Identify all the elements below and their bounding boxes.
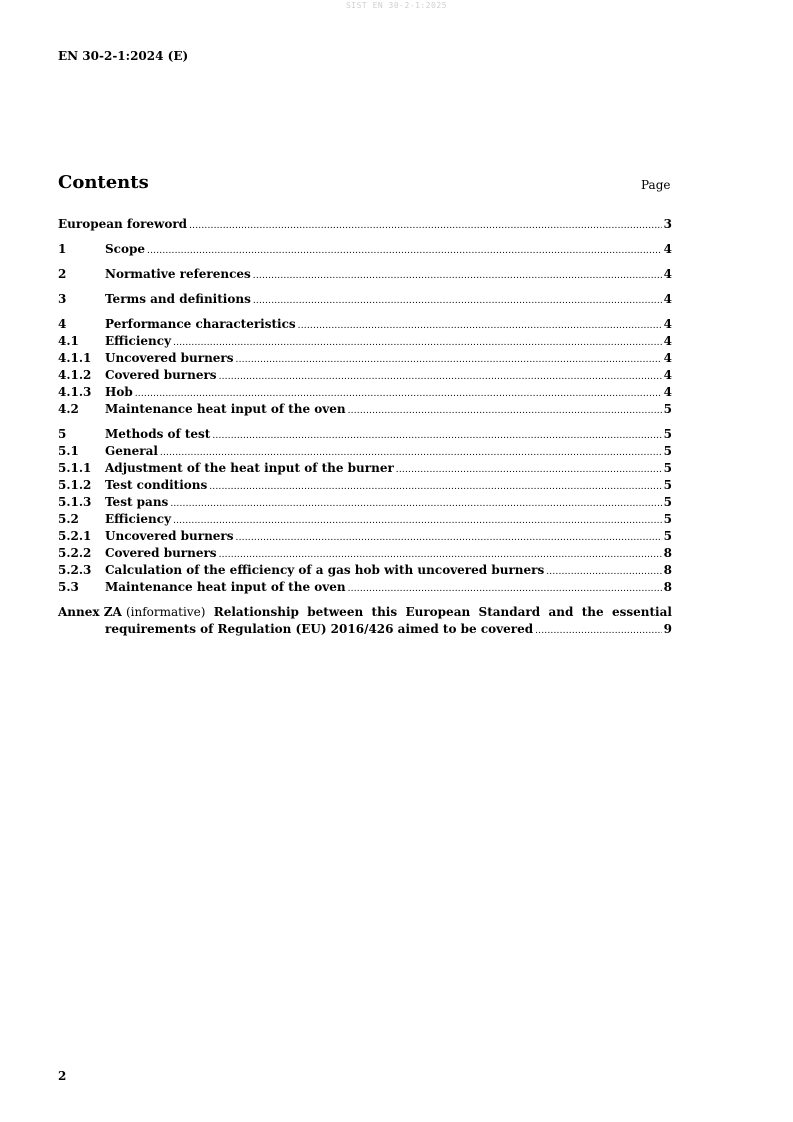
annex-heading bbox=[58, 604, 205, 621]
toc-entry-page: 5 bbox=[663, 461, 672, 475]
toc-entry-number: 4.1 bbox=[58, 334, 79, 348]
toc-entry-number: 5.2 bbox=[58, 512, 79, 526]
toc-entry[interactable] bbox=[58, 562, 672, 579]
watermark: SIST EN 30-2-1:2025 bbox=[345, 1, 447, 10]
dot-leader bbox=[535, 623, 662, 640]
dot-leader bbox=[147, 243, 662, 260]
toc-entry-title: Scope bbox=[105, 242, 146, 256]
toc-entry-page: 4 bbox=[663, 368, 672, 382]
toc-entry-title: Performance characteristics bbox=[105, 317, 296, 331]
toc-entry[interactable] bbox=[58, 460, 672, 477]
annex-page: 9 bbox=[663, 622, 672, 636]
table-of-contents bbox=[58, 216, 672, 640]
toc-entry-number: 5.1 bbox=[58, 444, 79, 458]
toc-entry-number: 5.3 bbox=[58, 580, 79, 594]
toc-entry-page: 8 bbox=[663, 580, 672, 594]
toc-entry-title: Methods of test bbox=[105, 427, 211, 441]
toc-entry-number: 4.1.3 bbox=[58, 385, 92, 399]
toc-entry[interactable] bbox=[58, 266, 672, 283]
annex-label: Annex ZA bbox=[58, 605, 122, 619]
toc-entry-number: 5.2.3 bbox=[58, 563, 92, 577]
dot-leader bbox=[396, 462, 662, 479]
dot-leader bbox=[212, 428, 661, 445]
toc-entry[interactable] bbox=[58, 384, 672, 401]
toc-entry[interactable] bbox=[58, 367, 672, 384]
toc-entry[interactable] bbox=[58, 494, 672, 511]
dot-leader bbox=[170, 496, 661, 513]
toc-entry-annex-za[interactable] bbox=[58, 604, 672, 640]
toc-entry-page: 5 bbox=[663, 495, 672, 509]
dot-leader bbox=[236, 352, 662, 369]
contents-title: Contents bbox=[58, 172, 149, 193]
toc-entry[interactable] bbox=[58, 316, 672, 333]
dot-leader bbox=[348, 581, 662, 598]
toc-entry-page: 5 bbox=[663, 402, 672, 416]
page-number: 2 bbox=[58, 1069, 67, 1083]
toc-entry-page: 5 bbox=[663, 478, 672, 492]
toc-entry-number: 4.1.2 bbox=[58, 368, 92, 382]
toc-entry-number: 2 bbox=[58, 267, 67, 281]
toc-entry[interactable] bbox=[58, 333, 672, 350]
annex-title-word: Relationship bbox=[213, 605, 299, 619]
toc-entry[interactable] bbox=[58, 443, 672, 460]
annex-title-word: and bbox=[548, 605, 574, 619]
toc-entry-page: 5 bbox=[663, 444, 672, 458]
toc-entry-title: Efficiency bbox=[105, 512, 172, 526]
toc-entry-title: General bbox=[105, 444, 158, 458]
toc-entry[interactable] bbox=[58, 350, 672, 367]
dot-leader bbox=[298, 318, 662, 335]
toc-entry-page: 4 bbox=[663, 334, 672, 348]
toc-entry-page: 3 bbox=[663, 217, 672, 231]
toc-entry-title: Maintenance heat input of the oven bbox=[105, 402, 346, 416]
dot-leader bbox=[173, 335, 662, 352]
toc-entry-page: 8 bbox=[663, 546, 672, 560]
toc-entry-title: Uncovered burners bbox=[105, 529, 234, 543]
toc-entry-page: 4 bbox=[663, 267, 672, 281]
toc-entry-page: 5 bbox=[663, 529, 672, 543]
dot-leader bbox=[219, 369, 662, 386]
annex-title-word: between bbox=[307, 605, 364, 619]
annex-title-line2: requirements of Regulation (EU) 2016/426 aimed to be covered bbox=[105, 622, 534, 636]
toc-entry-number: 5.2.2 bbox=[58, 546, 92, 560]
toc-entry-number: 4 bbox=[58, 317, 67, 331]
toc-entry-title: Terms and definitions bbox=[105, 292, 251, 306]
toc-entry-number: 5.1.2 bbox=[58, 478, 92, 492]
toc-entry-page: 4 bbox=[663, 292, 672, 306]
annex-title-word: Standard bbox=[478, 605, 541, 619]
page-column-label: Page bbox=[641, 178, 671, 192]
toc-entry-number: 5.1.3 bbox=[58, 495, 92, 509]
dot-leader bbox=[253, 293, 662, 310]
toc-entry-title: Covered burners bbox=[105, 546, 217, 560]
toc-entry-page: 8 bbox=[663, 563, 672, 577]
dot-leader bbox=[189, 218, 662, 235]
dot-leader bbox=[253, 268, 662, 285]
dot-leader bbox=[546, 564, 661, 581]
annex-qualifier: (informative) bbox=[125, 605, 206, 619]
toc-entry-title: Uncovered burners bbox=[105, 351, 234, 365]
toc-entry-page: 4 bbox=[663, 317, 672, 331]
toc-entry[interactable] bbox=[58, 511, 672, 528]
annex-title-word: the bbox=[581, 605, 604, 619]
dot-leader bbox=[236, 530, 662, 547]
toc-entry-title: Test pans bbox=[105, 495, 169, 509]
toc-entry-title: Adjustment of the heat input of the burner bbox=[105, 461, 394, 475]
toc-entry-number: 1 bbox=[58, 242, 67, 256]
toc-entry-title: European foreword bbox=[58, 217, 188, 231]
toc-entry[interactable] bbox=[58, 401, 672, 418]
toc-entry-page: 5 bbox=[663, 427, 672, 441]
toc-entry[interactable] bbox=[58, 545, 672, 562]
toc-entry-number: 4.1.1 bbox=[58, 351, 92, 365]
toc-entry-title: Covered burners bbox=[105, 368, 217, 382]
annex-title-word: this bbox=[371, 605, 398, 619]
toc-entry[interactable] bbox=[58, 291, 672, 308]
toc-entry[interactable] bbox=[58, 216, 672, 233]
toc-entry[interactable] bbox=[58, 241, 672, 258]
dot-leader bbox=[209, 479, 661, 496]
toc-entry[interactable] bbox=[58, 477, 672, 494]
toc-entry-number: 3 bbox=[58, 292, 67, 306]
toc-entry-page: 5 bbox=[663, 512, 672, 526]
toc-entry-title: Calculation of the efficiency of a gas hob with uncovered burners bbox=[105, 563, 545, 577]
toc-entry[interactable] bbox=[58, 579, 672, 596]
toc-entry-title: Normative references bbox=[105, 267, 251, 281]
toc-entry[interactable] bbox=[58, 426, 672, 443]
toc-entry-number: 5.1.1 bbox=[58, 461, 92, 475]
toc-entry-number: 5 bbox=[58, 427, 67, 441]
toc-entry-page: 4 bbox=[663, 351, 672, 365]
toc-entry-number: 5.2.1 bbox=[58, 529, 92, 543]
dot-leader bbox=[348, 403, 662, 420]
toc-entry-title: Efficiency bbox=[105, 334, 172, 348]
annex-title-word: European bbox=[405, 605, 471, 619]
toc-entry-number: 4.2 bbox=[58, 402, 79, 416]
toc-entry-title: Test conditions bbox=[105, 478, 208, 492]
document-id: EN 30-2-1:2024 (E) bbox=[58, 49, 189, 63]
toc-entry-page: 4 bbox=[663, 385, 672, 399]
toc-entry-title: Hob bbox=[105, 385, 133, 399]
toc-entry[interactable] bbox=[58, 528, 672, 545]
annex-title-word: essential bbox=[611, 605, 672, 619]
dot-leader bbox=[173, 513, 662, 530]
toc-entry-title: Maintenance heat input of the oven bbox=[105, 580, 346, 594]
toc-entry-page: 4 bbox=[663, 242, 672, 256]
